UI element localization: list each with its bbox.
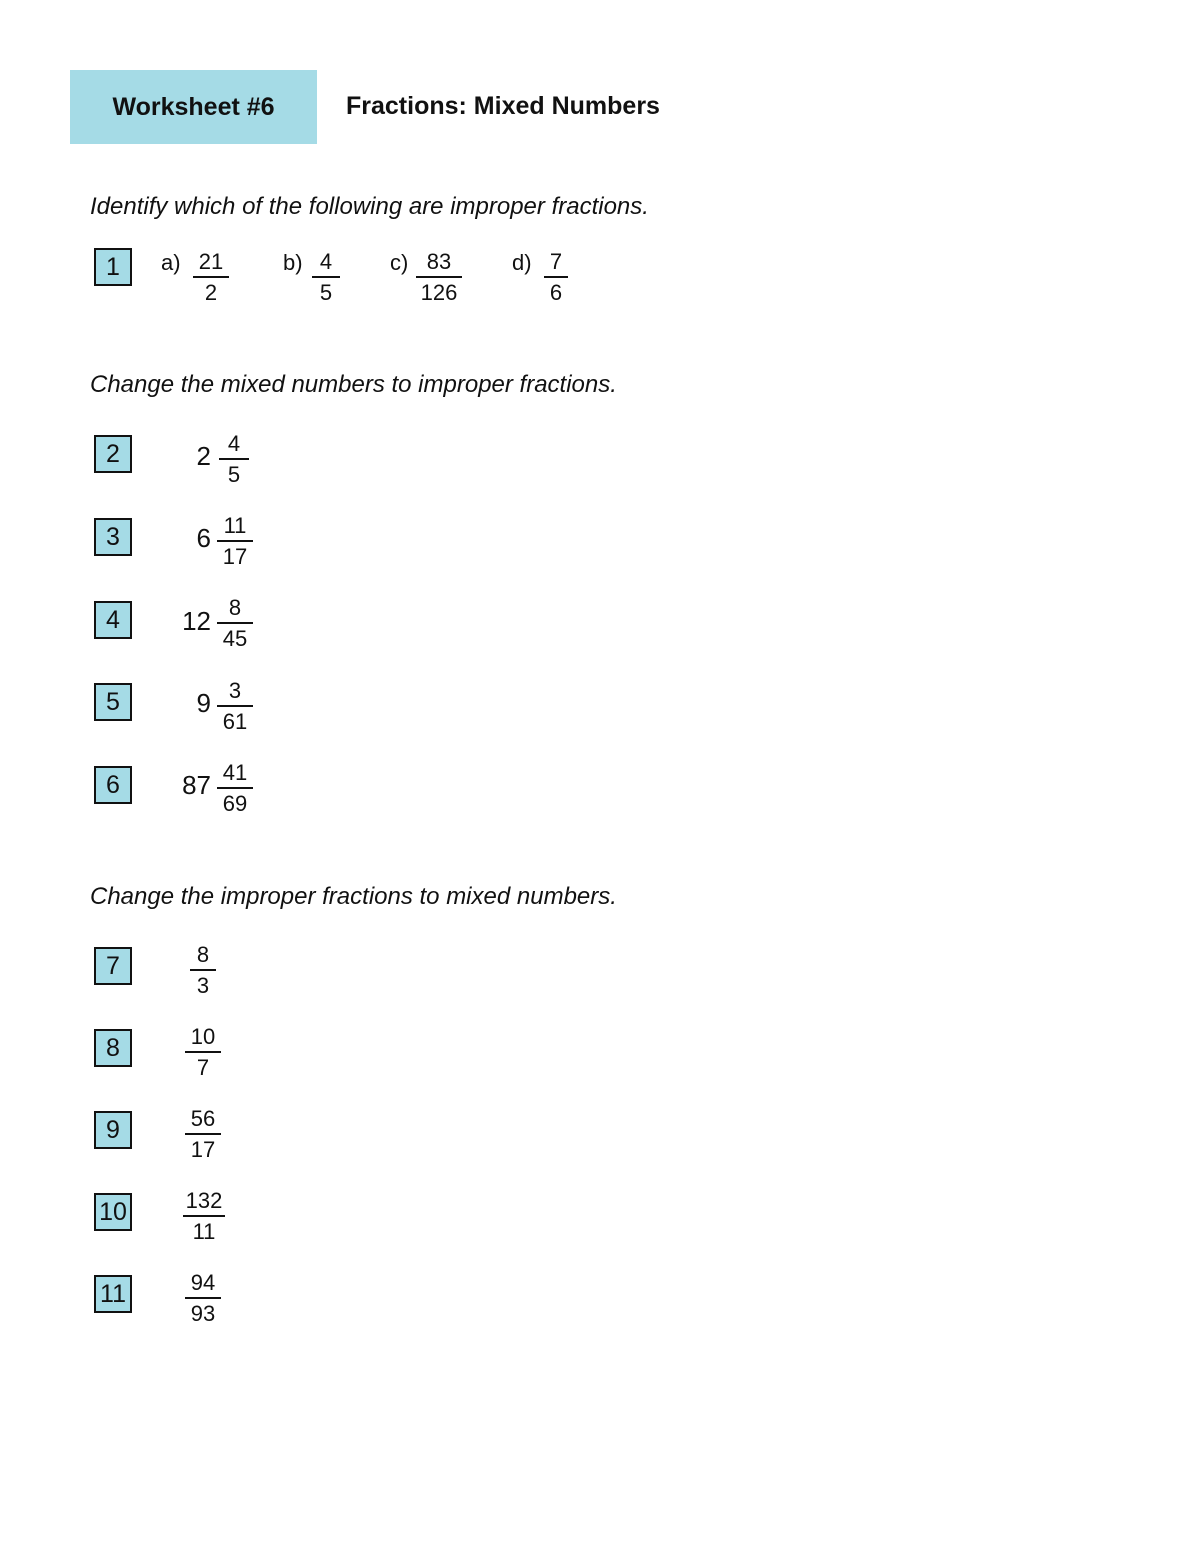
- question-number-box: [94, 1193, 132, 1231]
- denominator: 2: [204, 280, 218, 305]
- mixed-fraction: [217, 762, 253, 815]
- numerator: 8: [217, 597, 253, 624]
- question-number-box: [94, 1111, 132, 1149]
- denominator: 45: [222, 626, 248, 651]
- option-fraction-a: [193, 251, 229, 304]
- question-number-box: [94, 435, 132, 473]
- numerator: 8: [190, 944, 216, 971]
- option-fraction-c: [416, 251, 462, 304]
- improper-fraction: [183, 1190, 225, 1243]
- section1-instruction: Identify which of the following are improper fractions.: [90, 193, 649, 220]
- question-number: 2: [106, 439, 120, 468]
- option-label-c: c): [390, 250, 409, 275]
- question-number: 10: [99, 1197, 127, 1226]
- numerator: 4: [219, 433, 249, 460]
- mixed-fraction: [217, 680, 253, 733]
- option-fraction-d: [544, 251, 568, 304]
- question-number-box: [94, 518, 132, 556]
- denominator: 5: [227, 462, 241, 487]
- question-number-box: [94, 601, 132, 639]
- denominator: 5: [319, 280, 333, 305]
- mixed-fraction: [217, 597, 253, 650]
- denominator: 7: [196, 1055, 210, 1080]
- mixed-fraction: [217, 515, 253, 568]
- numerator: 56: [185, 1108, 221, 1135]
- numerator: 94: [185, 1272, 221, 1299]
- denominator: 6: [549, 280, 563, 305]
- question-number-box: [94, 1029, 132, 1067]
- question-number: 11: [100, 1279, 126, 1308]
- improper-fraction: [185, 1272, 221, 1325]
- numerator: 11: [217, 515, 253, 542]
- page-title: Fractions: Mixed Numbers: [346, 92, 660, 120]
- numerator: 41: [217, 762, 253, 789]
- option-label-d: d): [512, 250, 532, 275]
- denominator: 17: [190, 1137, 216, 1162]
- improper-fraction: [185, 1026, 221, 1079]
- section3-instruction: Change the improper fractions to mixed numbers.: [90, 883, 617, 910]
- denominator: 3: [196, 973, 210, 998]
- whole-number: 6: [196, 523, 211, 553]
- denominator: 126: [420, 280, 458, 305]
- question-number: 9: [106, 1115, 120, 1144]
- improper-fraction: [185, 1108, 221, 1161]
- numerator: 7: [544, 251, 568, 278]
- numerator: 10: [185, 1026, 221, 1053]
- whole-number: 2: [196, 441, 211, 471]
- denominator: 17: [222, 544, 248, 569]
- whole-number: 12: [182, 606, 211, 636]
- question-number: 7: [106, 951, 120, 980]
- option-fraction-b: [312, 251, 340, 304]
- denominator: 69: [222, 791, 248, 816]
- mixed-fraction: [219, 433, 249, 486]
- option-label-b: b): [283, 250, 303, 275]
- option-label-a: a): [161, 250, 181, 275]
- question-number: 8: [106, 1033, 120, 1062]
- whole-number: 87: [182, 770, 211, 800]
- question-number: 1: [106, 252, 120, 281]
- section2-instruction: Change the mixed numbers to improper fractions.: [90, 371, 617, 398]
- question-number-box: [94, 947, 132, 985]
- numerator: 21: [193, 251, 229, 278]
- question-number: 3: [106, 522, 120, 551]
- numerator: 83: [416, 251, 462, 278]
- question-number-box: [94, 766, 132, 804]
- improper-fraction: [190, 944, 216, 997]
- whole-number: 9: [196, 688, 211, 718]
- worksheet-label-box: [70, 70, 317, 144]
- denominator: 93: [190, 1301, 216, 1326]
- question-number-box: [94, 1275, 132, 1313]
- question-number-box: [94, 248, 132, 286]
- question-number: 5: [106, 687, 120, 716]
- question-number: 4: [106, 605, 120, 634]
- question-number-box: [94, 683, 132, 721]
- worksheet-label: Worksheet #6: [112, 92, 275, 121]
- question-number: 6: [106, 770, 120, 799]
- denominator: 61: [222, 709, 248, 734]
- denominator: 11: [192, 1219, 216, 1244]
- numerator: 132: [183, 1190, 225, 1217]
- numerator: 3: [217, 680, 253, 707]
- numerator: 4: [312, 251, 340, 278]
